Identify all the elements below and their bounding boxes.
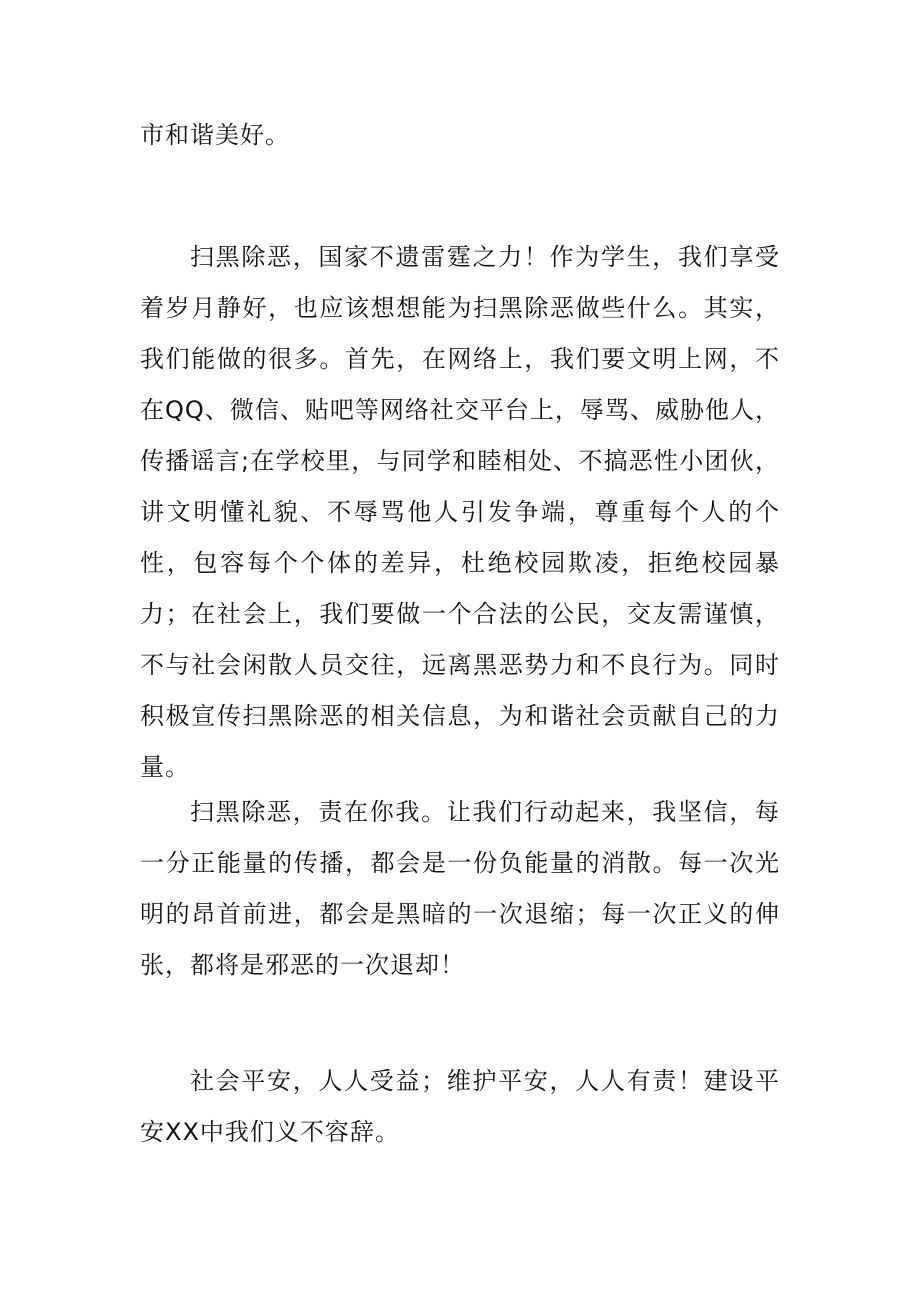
paragraph-responsibility: 扫黑除恶，责在你我。让我们行动起来，我坚信，每一分正能量的传播，都会是一份负能量的消散。每一次光明的昂首前进，都会是黑暗的一次退缩；每一次正义的伸张，都将是邪恶的一次退却！ <box>140 798 780 979</box>
paragraph-student-actions: 扫黑除恶，国家不遗雷霆之力！作为学生，我们享受着岁月静好，也应该想想能为扫黑除恶做些什么。其实，我们能做的很多。首先，在网络上，我们要文明上网，不在QQ、微信、贴吧等网络社交平台上，辱骂、威胁他人，传播谣言;在学校里，与同学和睦相处、不搞恶性小团伙，讲文明懂礼貌、不辱骂他人引发争端，尊重每个人的个性，包容每个个体的差异，杜绝校园欺凌，拒绝校园暴力；在社会上，我们要做一个合法的公民，交友需谨慎，不与社会闲散人员交往，远离黑恶势力和不良行为。同时积极宣传扫黑除恶的相关信息，为和谐社会贡献自己的力量。 <box>140 243 780 781</box>
paragraph-continuation: 市和谐美好。 <box>140 121 290 149</box>
paragraph-closing: 社会平安，人人受益；维护平安，人人有责！建设平安XX中我们义不容辞。 <box>140 1067 780 1146</box>
